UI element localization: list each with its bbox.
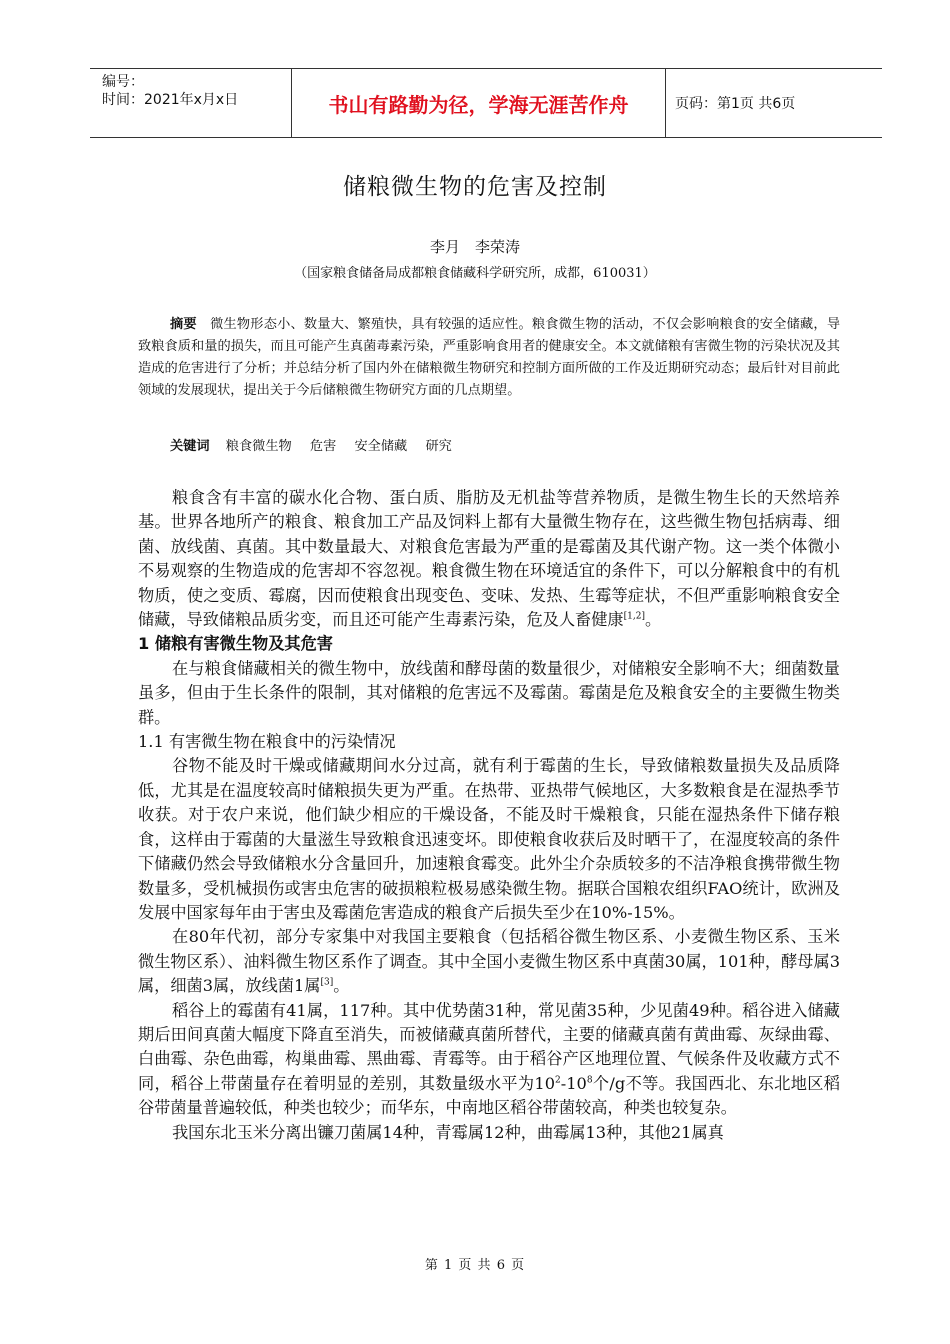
abstract-text: 微生物形态小、数量大、繁殖快，具有较强的适应性。粮食微生物的活动，不仅会影响粮食的安全储藏，导致粮食质和量的损失，而且可能产生真菌毒素污染，严重影响食用者的健康安全。本文就储粮有害微生物的污染状况及其造成的危害进行了分析；并总结分析了国内外在储粮微生物研究和控制方面所做的工作及近期研究动态；最后针对目前此领域的发展现状，提出关于今后储粮微生物研究方面的几点期望。 bbox=[138, 317, 841, 398]
citation: [1,2] bbox=[623, 611, 645, 622]
article-title: 储粮微生物的危害及控制 bbox=[343, 174, 607, 200]
number-label: 编号： bbox=[102, 74, 144, 90]
keyword: 安全储藏 bbox=[354, 439, 408, 454]
header-motto-cell bbox=[291, 69, 666, 137]
keyword: 粮食微生物 bbox=[225, 439, 292, 454]
body-paragraph: 稻谷上的霉菌有41属，117种。其中优势菌31种，常见菌35种，少见菌49种。稻谷进入储藏期后田间真菌大幅度下降直至消失，而被储藏真菌所替代，主要的储藏真菌有黄曲霉、灰绿曲霉、白曲霉、杂色曲霉，构巢曲霉、黑曲霉、青霉等。由于稻谷产区地理位置、气候条件及收藏方式不同，稻谷上带菌量存在着明显的差别，其数量级水平为$10^2-10^8$个/g不等。我国西北、东北地区稻谷带菌量普遍较低，种类也较少；而华东，中南地区稻谷带菌较高，种类也较复杂。 bbox=[138, 1000, 840, 1118]
page-header bbox=[90, 68, 882, 138]
body-paragraph: 在80年代初，部分专家集中对我国主要粮食（包括稻谷微生物区系、小麦微生物区系、玉米微生物区系）、油料微生物区系作了调查。其中全国小麦微生物区系中真菌30属，101种，酵母属3属，细菌3属，放线菌1属[3]。 bbox=[138, 927, 840, 996]
keyword: 危害 bbox=[309, 439, 337, 454]
time-label: 时间：2021年x月x日 bbox=[102, 92, 239, 108]
article-affiliation: （国家粮食储备局成都粮食储藏科学研究所，成都，610031） bbox=[294, 266, 656, 281]
article-authors: 李月 李荣涛 bbox=[429, 238, 520, 256]
page-footer: 第 1 页 共 6 页 bbox=[424, 1258, 526, 1273]
abstract-label: 摘要 bbox=[170, 317, 197, 332]
page-label: 页码：第1页 共6页 bbox=[675, 96, 796, 112]
body-paragraph: 谷物不能及时干燥或储藏期间水分过高，就有利于霉菌的生长，导致储粮数量损失及品质降低，尤其是在温度较高时储粮损失更为严重。在热带、亚热带气候地区，大多数粮食是在湿热季节收获。对于农户来说，他们缺少相应的干燥设备，不能及时干燥粮食，只能在湿热条件下储存粮食，这样由于霉菌的大量滋生导致粮食迅速变坏。即使粮食收获后及时晒干了，在湿度较高的条件下储藏仍然会导致储粮水分含量回升，加速粮食霉变。此外尘介杂质较多的不洁净粮食携带微生物数量多，受机械损伤或害虫危害的破损粮粒极易感染微生物。据联合国粮农组织FAO统计，欧洲及发展中国家每年由于害虫及霉菌危害造成的粮食产后损失至少在10%-15%。 bbox=[138, 756, 840, 922]
motto-text: 书山有路勤为径，学海无涯苦作舟 bbox=[328, 92, 629, 117]
header-page-cell bbox=[665, 69, 882, 137]
intro-paragraph: 粮食含有丰富的碳水化合物、蛋白质、脂肪及无机盐等营养物质，是微生物生长的天然培养基。世界各地所产的粮食、粮食加工产品及饲料上都有大量微生物存在，这些微生物包括病毒、细菌、放线菌、真菌。其中数量最大、对粮食危害最为严重的是霉菌及其代谢产物。这一类个体微小不易观察的生物造成的危害却不容忽视。粮食微生物在环境适宜的条件下，可以分解粮食中的有机物质，使之变质、霉腐，因而使粮食出现变色、变味、发热、生霉等症状，不但严重影响粮食安全储藏，导致储粮品质劣变，而且还可能产生毒素污染，危及人畜健康[1,2]。 bbox=[138, 488, 840, 630]
abstract bbox=[138, 314, 840, 402]
keywords bbox=[138, 436, 840, 458]
subsection-heading: 1.1 有害微生物在粮食中的污染情况 bbox=[138, 732, 396, 752]
keywords-label: 关键词 bbox=[170, 439, 210, 454]
section-heading: 1 储粮有害微生物及其危害 bbox=[138, 634, 333, 654]
body-paragraph: 在与粮食储藏相关的微生物中，放线菌和酵母菌的数量很少，对储粮安全影响不大；细菌数量虽多，但由于生长条件的限制，其对储粮的危害远不及霉菌。霉菌是危及粮食安全的主要微生物类群。 bbox=[138, 658, 840, 727]
article-body bbox=[138, 486, 840, 1145]
body-paragraph: 我国东北玉米分离出镰刀菌属14种，青霉属12种，曲霉属13种，其他21属真 bbox=[172, 1122, 724, 1142]
keyword: 研究 bbox=[425, 439, 452, 454]
citation: [3] bbox=[320, 977, 334, 988]
header-meta-cell bbox=[90, 69, 291, 137]
